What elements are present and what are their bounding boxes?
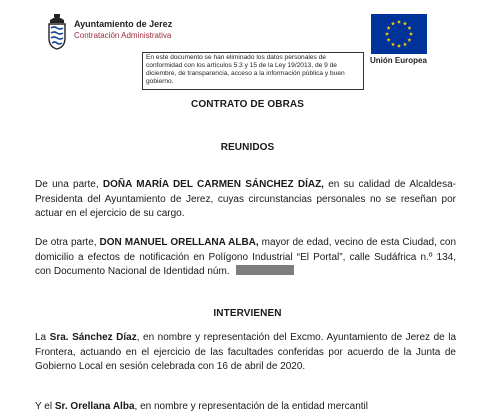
p2-text: mayor de edad, vecino de esta Ciudad, con domicilio a efectos de notificación en Polígono Industrial “El Portal”, calle Sudáfrica n.º 134, con Documento Nacional de Identidad núm. — [35, 237, 457, 277]
p3-intro: La — [35, 332, 50, 343]
p1-name: DOÑA MARÍA DEL CARMEN SÁNCHEZ DÍAZ, — [102, 179, 324, 190]
p2-name: DON MANUEL ORELLANA ALBA, — [99, 237, 259, 248]
eu-logo — [370, 14, 430, 74]
paragraph-intervienen-second — [35, 400, 456, 415]
p3-name: Sra. Sánchez Díaz — [49, 332, 137, 343]
p1-intro: De una parte, — [35, 179, 103, 190]
p4-intro: Y el — [35, 401, 55, 412]
p2-intro: De otra parte, — [35, 237, 100, 248]
p4-text: , en nombre y representación de la entidad mercantil — [134, 401, 368, 412]
jerez-crest-icon — [46, 14, 68, 50]
p4-name: Sr. Orellana Alba — [54, 401, 135, 412]
p1-text: en su calidad de Alcaldesa-Presidenta del Ayuntamiento de Jerez, cuyas circunstancias personales no se reseñan por actuar en el ejercicio de su cargo. — [35, 179, 457, 219]
redacted-id-block — [236, 265, 294, 275]
document-title: CONTRATO DE OBRAS — [191, 99, 304, 110]
data-removal-notice: En este documento se han eliminado los datos personales de conformidad con los artículos 5.3 y 15 de la Ley 19/2013, de 9 de diciembre, de transparencia, acceso a la información pública y buen gobierno. — [142, 52, 364, 90]
eu-flag-icon — [371, 14, 427, 54]
ayuntamiento-logo — [46, 14, 196, 52]
paragraph-first-party — [35, 178, 456, 222]
section-intervienen: INTERVIENEN — [213, 308, 282, 319]
org-subtitle: Contratación Administrativa — [74, 31, 172, 40]
org-name: Ayuntamiento de Jerez — [74, 19, 173, 29]
p3-text: , en nombre y representación del Excmo. Ayuntamiento de Jerez de la Frontera, actuando en el ejercicio de las facultades conferidas por acuerdo de la Junta de Gobierno Local en sesión celebrada con 16 de abril de 2020. — [35, 332, 457, 372]
section-reunidos: REUNIDOS — [220, 142, 275, 153]
eu-label: Unión Europea — [370, 56, 427, 65]
paragraph-intervienen-first — [35, 331, 456, 375]
paragraph-second-party — [35, 236, 456, 280]
